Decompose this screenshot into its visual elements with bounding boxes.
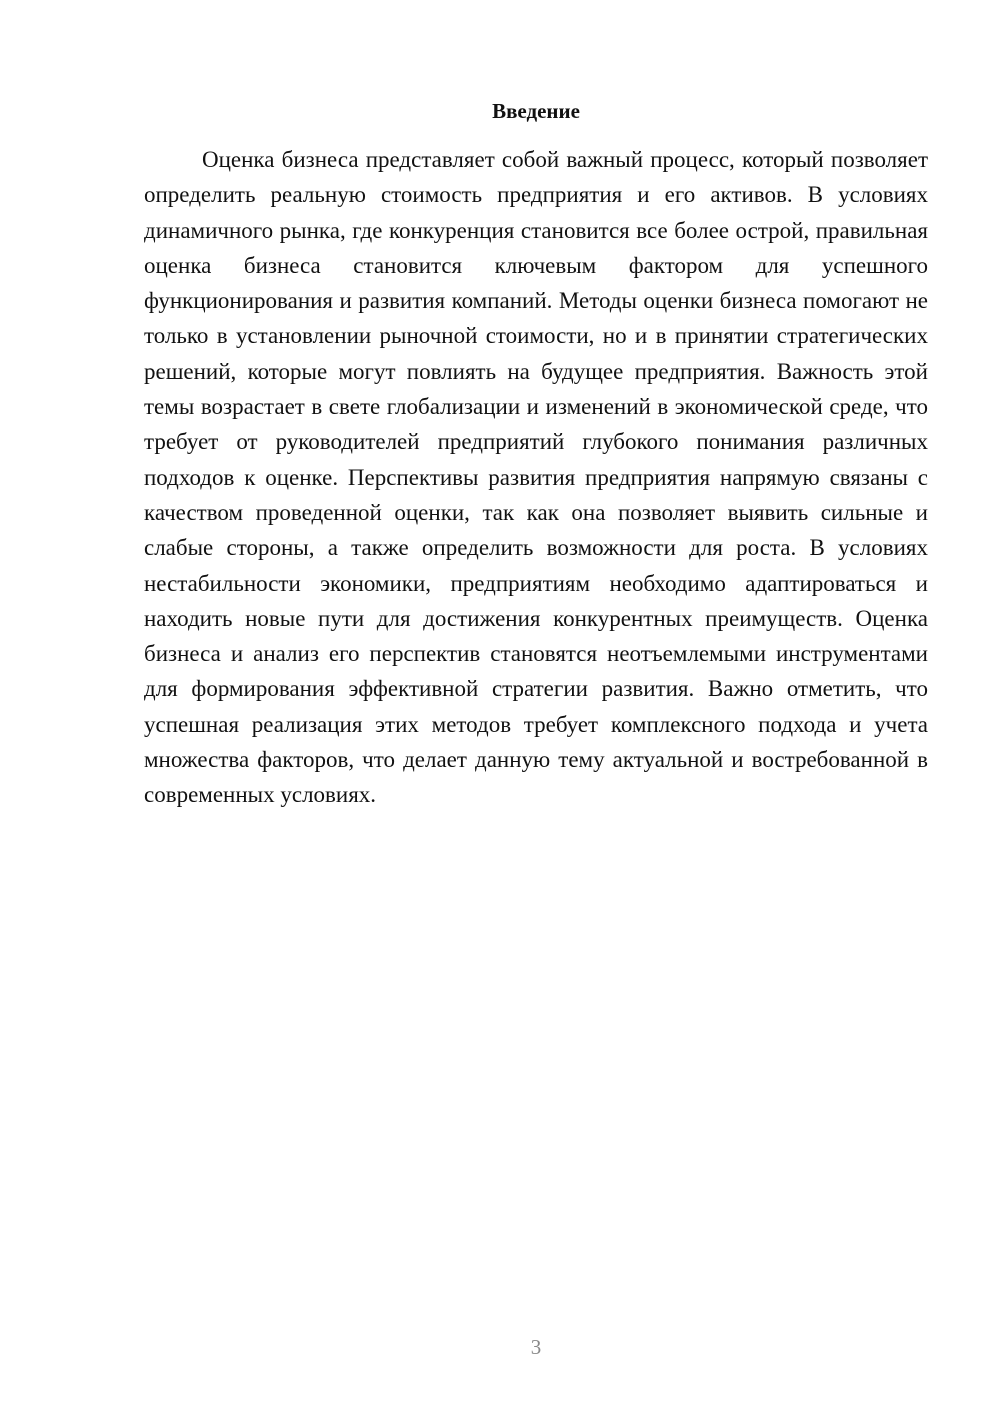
introduction-paragraph: Оценка бизнеса представляет собой важный процесс, который позволяет определить реальную стоимость предприятия и его активов. В условиях динамичного рынка, где конкуренция становится все более острой, правильная оценка бизнеса становится ключевым фактором для успешного функционирования и развития компаний. Методы оценки бизнеса помогают не только в установлении рыночной стоимости, но и в принятии стратегических решений, которые могут повлиять на будущее предприятия. Важность этой темы возрастает в свете глобализации и изменений в экономической среде, что требует от руководителей предприятий глубокого понимания различных подходов к оценке. Перспективы развития предприятия напрямую связаны с качеством проведенной оценки, так как она позволяет выявить сильные и слабые стороны, а также определить возможности для роста. В условиях нестабильности экономики, предприятиям необходимо адаптироваться и находить новые пути для достижения конкурентных преимуществ. Оценка бизнеса и анализ его перспектив становятся неотъемлемыми инструментами для формирования эффективной стратегии развития. Важно отметить, что успешная реализация этих методов требует комплексного подхода и учета множества факторов, что делает данную тему актуальной и востребованной в современных условиях. [144,147,928,808]
page-number: 3 [530,1335,542,1359]
section-heading: Введение [492,99,580,123]
